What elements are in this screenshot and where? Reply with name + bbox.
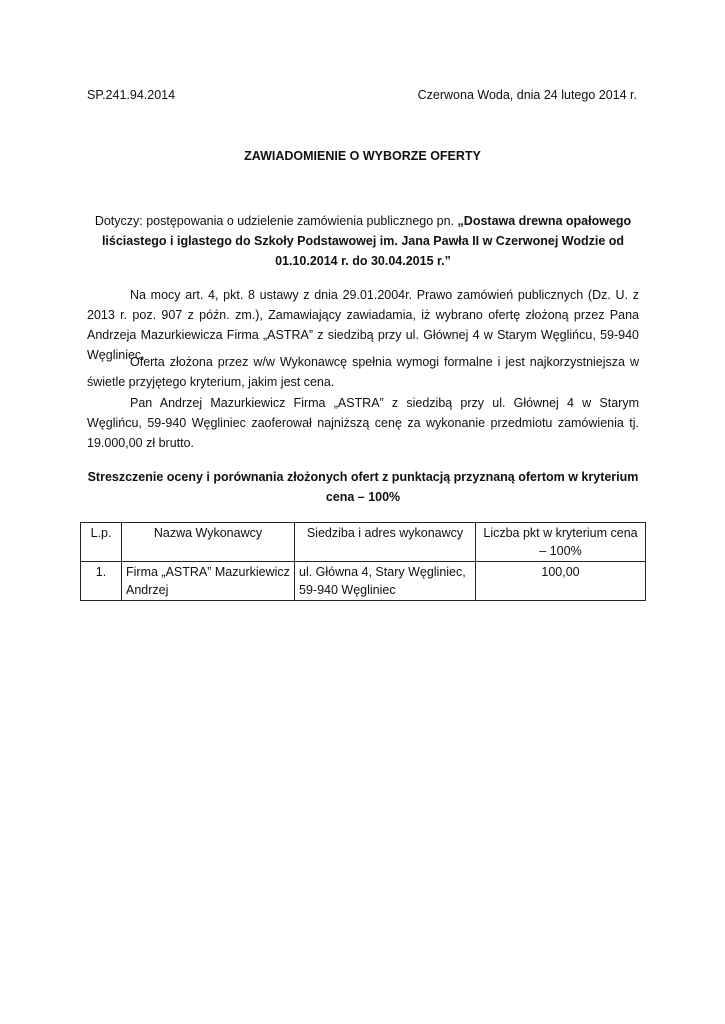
cell-points: 100,00 <box>476 562 646 601</box>
table-header-row <box>81 523 646 562</box>
paragraph-price: Pan Andrzej Mazurkiewicz Firma „ASTRA” z siedzibą przy ul. Głównej 4 w Starym Węglińcu, 59-940 Węgliniec zaoferował najniższą cenę za wykonanie przedmiotu zamówienia tj. 19.000,00 zł brutto. <box>87 396 639 450</box>
column-header-lp: L.p. <box>81 523 122 562</box>
paragraph-decision: Na mocy art. 4, pkt. 8 ustawy z dnia 29.01.2004r. Prawo zamówień publicznych (Dz. U. z 2013 r. poz. 907 z późn. zm.), Zamawiający zawiadamia, iż wybrano ofertę złożoną przez Pana Andrzeja Mazurkiewicza Firma „ASTRA” z siedzibą przy ul. Głównej 4 w Starym Węglińcu, 59-940 Węgliniec. <box>87 288 639 362</box>
cell-contractor: Firma „ASTRA” Mazurkiewicz Andrzej <box>122 562 295 601</box>
offers-table <box>80 522 646 601</box>
summary-heading: Streszczenie oceny i porównania złożonych ofert z punktacją przyznaną ofertom w kryterium cena – 100% <box>87 470 639 504</box>
subject-prefix: Dotyczy: postępowania o udzielenie zamówienia publicznego pn. <box>94 214 458 228</box>
place-and-date: Czerwona Woda, dnia 24 lutego 2014 r. <box>417 88 637 102</box>
table-row <box>81 562 646 601</box>
column-header-address: Siedziba i adres wykonawcy <box>295 523 476 562</box>
column-header-contractor: Nazwa Wykonawcy <box>122 523 295 562</box>
subject-block <box>87 211 639 271</box>
paragraph-justification: Oferta złożona przez w/w Wykonawcę spełnia wymogi formalne i jest najkorzystniejsza w świetle przyjętego kryterium, jakim jest cena. <box>87 355 639 389</box>
reference-number: SP.241.94.2014 <box>87 88 176 102</box>
cell-address: ul. Główna 4, Stary Węgliniec, 59-940 Węgliniec <box>295 562 476 601</box>
document-title: ZAWIADOMIENIE O WYBORZE OFERTY <box>244 149 481 163</box>
column-header-points: Liczba pkt w kryterium cena – 100% <box>476 523 646 562</box>
subject-title: „Dostawa drewna opałowego liściastego i iglastego do Szkoły Podstawowej im. Jana Pawła II w Czerwonej Wodzie od 01.10.2014 r. do 30.04.2015 r.” <box>101 214 632 268</box>
cell-lp: 1. <box>81 562 122 601</box>
